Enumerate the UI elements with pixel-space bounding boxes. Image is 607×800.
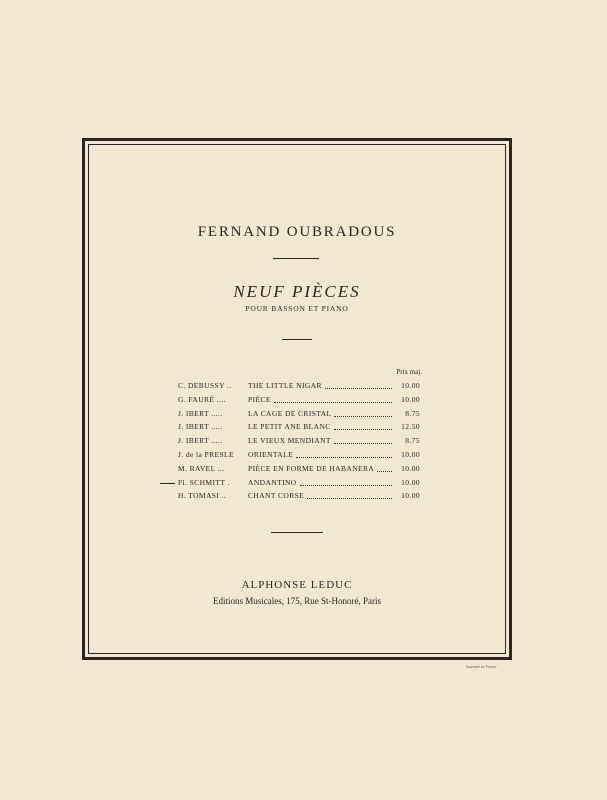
dot-leader xyxy=(334,440,392,444)
divider-rule xyxy=(273,258,319,259)
entry-piece-title: CHANT CORSE xyxy=(248,491,305,501)
selection-marker xyxy=(160,483,175,484)
title-page xyxy=(88,144,506,654)
catalog-entry xyxy=(88,395,506,408)
entry-price: 10.00 xyxy=(401,394,420,404)
composer-name: FERNAND OUBRADOUS xyxy=(197,224,397,240)
catalog-entry xyxy=(88,464,506,477)
entry-piece-title: PIÈCE EN FORME DE HABANERA xyxy=(248,463,375,473)
dot-leader xyxy=(377,468,392,472)
entry-price: 8.75 xyxy=(405,408,420,418)
entry-composer: H. TOMASI .. xyxy=(178,491,227,501)
entry-piece-title: ORIENTALE xyxy=(248,450,294,459)
entry-composer: G. FAURÉ .... xyxy=(178,394,226,404)
dot-leader xyxy=(300,482,392,486)
entry-price: 12.50 xyxy=(401,422,420,432)
dot-leader xyxy=(274,399,392,403)
catalog-entry xyxy=(88,450,506,463)
entry-piece-title: LE VIEUX MENDIANT xyxy=(248,436,331,446)
catalog-entry xyxy=(88,409,506,422)
catalog-entry xyxy=(88,491,506,504)
collection-subtitle: POUR BASSON ET PIANO xyxy=(245,304,349,313)
entry-composer: J. IBERT ..... xyxy=(178,408,223,418)
entry-piece-title: LE PETIT ANE BLANC xyxy=(248,422,331,432)
price-column-heading: Prix maj. xyxy=(396,368,422,376)
entry-composer: M. RAVEL ... xyxy=(178,463,225,473)
entry-piece-title: LA CAGE DE CRISTAL xyxy=(248,408,332,418)
entry-price: 10.00 xyxy=(401,491,420,501)
entry-piece-title: PIÈCE xyxy=(248,394,271,404)
entry-composer: J. de la PRESLE xyxy=(178,450,234,459)
catalog-entry xyxy=(88,478,506,491)
catalog-entry xyxy=(88,381,506,394)
catalog-entry xyxy=(88,422,506,435)
entry-composer: J. IBERT ..... xyxy=(178,436,223,446)
entry-composer: C. DEBUSSY .. xyxy=(178,381,232,390)
dot-leader xyxy=(325,385,392,389)
entry-price: 10.00 xyxy=(401,450,420,459)
collection-title: NEUF PIÈCES xyxy=(233,282,361,301)
entry-price: 8.75 xyxy=(405,436,420,446)
entry-piece-title: ANDANTINO xyxy=(248,477,297,487)
dot-leader xyxy=(307,495,392,499)
entry-composer: J. IBERT ..... xyxy=(178,422,223,432)
publisher-address: Editions Musicales, 175, Rue St-Honoré, Paris xyxy=(213,596,381,606)
divider-rule xyxy=(282,339,312,340)
dot-leader xyxy=(296,454,392,458)
entry-composer: Fl. SCHMITT . xyxy=(178,477,230,487)
dot-leader xyxy=(334,413,392,417)
divider-rule xyxy=(271,532,323,533)
entry-price: 10.00 xyxy=(401,463,420,473)
publisher-name: ALPHONSE LEDUC xyxy=(241,579,353,591)
printed-in-note: Imprimé en France xyxy=(466,664,497,669)
entry-piece-title: THE LITTLE NIGAR xyxy=(248,381,322,390)
dot-leader xyxy=(334,426,392,430)
entry-price: 10.00 xyxy=(401,477,420,487)
catalog-entry xyxy=(88,436,506,449)
entry-price: 10.00 xyxy=(401,381,420,390)
